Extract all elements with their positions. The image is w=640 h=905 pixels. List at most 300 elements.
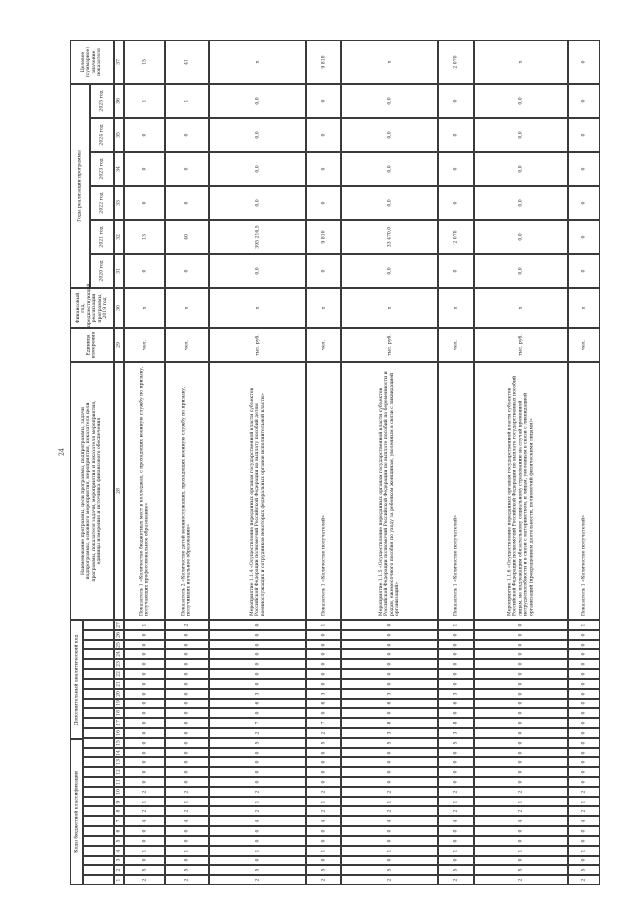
code-value: 0 bbox=[184, 682, 190, 686]
code-value: 0 bbox=[387, 770, 393, 774]
code-value: 0 bbox=[141, 751, 147, 754]
row-fin: х bbox=[321, 306, 327, 310]
code-value: 0 bbox=[517, 741, 523, 745]
code-value: 0 bbox=[581, 760, 587, 764]
row-total: 15 bbox=[141, 59, 147, 65]
code-value: 0 bbox=[254, 829, 260, 833]
code-value: 0 bbox=[581, 751, 587, 754]
code-value: 1 bbox=[581, 849, 587, 853]
colnum-label: 13 bbox=[116, 759, 122, 766]
header-code-col-13 bbox=[83, 757, 114, 767]
row-year-value: 0 bbox=[581, 99, 587, 103]
code-value: 5 bbox=[581, 868, 587, 872]
code-value: 0 bbox=[184, 751, 190, 754]
code-value: 4 bbox=[453, 819, 459, 823]
header-code-col-6 bbox=[83, 826, 114, 836]
header-years-title-label: Годы реализации программы bbox=[77, 150, 83, 222]
code-value: 0 bbox=[581, 643, 587, 646]
code-value: 0 bbox=[517, 633, 523, 637]
row-year-value: 0 bbox=[141, 167, 147, 171]
code-value: 1 bbox=[453, 800, 459, 804]
code-value: 3 bbox=[453, 731, 459, 735]
colnum-label: 6 bbox=[116, 829, 122, 833]
code-value: 0 bbox=[184, 741, 190, 745]
code-value: 0 bbox=[387, 623, 393, 627]
code-value: 0 bbox=[254, 623, 260, 627]
code-value: 0 bbox=[321, 662, 327, 666]
code-value: 1 bbox=[184, 849, 190, 853]
code-value: 5 bbox=[254, 741, 260, 745]
code-value: 0 bbox=[254, 662, 260, 666]
code-value: 1 bbox=[387, 849, 393, 853]
colnum-label: 22 bbox=[116, 671, 122, 677]
code-value: 5 bbox=[184, 868, 190, 872]
code-value: 1 bbox=[453, 623, 459, 627]
colnum-label: 10 bbox=[116, 788, 122, 795]
header-unit-label: Единица измерения bbox=[86, 331, 97, 359]
code-value: 0 bbox=[517, 672, 523, 676]
code-value: 0 bbox=[254, 770, 260, 774]
code-value: 0 bbox=[581, 858, 587, 862]
code-value: 2 bbox=[184, 809, 190, 813]
code-value: 0 bbox=[184, 643, 190, 646]
rotated-program-table bbox=[70, 40, 600, 885]
row-fin: х bbox=[581, 306, 587, 310]
code-value: 0 bbox=[517, 760, 523, 764]
code-value: 0 bbox=[453, 662, 459, 666]
colnum-label: 3 bbox=[116, 858, 122, 862]
code-value: 0 bbox=[517, 829, 523, 833]
code-value: 0 bbox=[387, 858, 393, 862]
code-value: 1 bbox=[141, 623, 147, 627]
row-year-value: 0,0 bbox=[517, 165, 523, 173]
code-value: 0 bbox=[184, 829, 190, 833]
code-value: 0 bbox=[387, 780, 393, 784]
row-fin: х bbox=[453, 306, 459, 310]
code-value: 4 bbox=[581, 819, 587, 823]
code-value: 7 bbox=[321, 721, 327, 725]
code-value: 2 bbox=[254, 731, 260, 735]
row-name: Мероприятие 1.1.6 «Осуществление переданных органам государственной власти субъектов Российской Федерации полномочий Российской Федерации по выплате государственных пособий лицам, не подлежащим обязательному социальному страхованию на случай временной нетрудоспособности и в связи с материнством, и лицам, уволенным в связи с ликвидацией организаций (прекращением деятельности, полномочий физическими лицами)» bbox=[507, 375, 534, 616]
code-value: 0 bbox=[141, 633, 147, 637]
code-value: 0 bbox=[387, 760, 393, 764]
code-value: 0 bbox=[517, 751, 523, 754]
code-value: 2 bbox=[184, 623, 190, 627]
code-value: 0 bbox=[184, 692, 190, 696]
colnum-label: 33 bbox=[116, 200, 122, 206]
code-value: 6 bbox=[254, 701, 260, 705]
code-value: 0 bbox=[141, 682, 147, 686]
code-value: 0 bbox=[184, 652, 190, 656]
row-year-value: 0,0 bbox=[517, 97, 523, 105]
row-year-value: 9 810 bbox=[321, 230, 327, 244]
code-value: 0 bbox=[254, 672, 260, 676]
code-value: 1 bbox=[581, 623, 587, 627]
colnum-label: 4 bbox=[116, 849, 122, 853]
colnum-label: 17 bbox=[116, 720, 122, 726]
header-code-col-12 bbox=[83, 767, 114, 777]
code-value: 0 bbox=[453, 829, 459, 833]
code-value: 0 bbox=[321, 652, 327, 656]
code-value: 0 bbox=[184, 633, 190, 637]
row-year-value: 0,0 bbox=[254, 131, 260, 139]
code-value: 2 bbox=[184, 878, 190, 882]
code-value: 0 bbox=[254, 643, 260, 646]
header-code-col-10 bbox=[83, 787, 114, 797]
code-value: 0 bbox=[184, 662, 190, 666]
code-value: 0 bbox=[141, 662, 147, 666]
row-year-value: 0 bbox=[141, 133, 147, 137]
code-value: 0 bbox=[453, 780, 459, 784]
row-total: х bbox=[387, 60, 393, 64]
code-value: 0 bbox=[387, 662, 393, 666]
code-value: 0 bbox=[581, 662, 587, 666]
code-value: 1 bbox=[184, 800, 190, 804]
code-value: 1 bbox=[517, 800, 523, 804]
code-value: 2 bbox=[581, 809, 587, 813]
code-value: 3 bbox=[453, 692, 459, 696]
code-value: 0 bbox=[141, 672, 147, 676]
code-value: 2 bbox=[387, 809, 393, 813]
code-value: 0 bbox=[517, 701, 523, 705]
code-value: 0 bbox=[141, 760, 147, 764]
colnum-label: 1 bbox=[116, 878, 122, 882]
row-year-value: 0,0 bbox=[517, 199, 523, 207]
code-value: 0 bbox=[453, 643, 459, 646]
row-unit: тыс. руб. bbox=[254, 334, 260, 356]
colnum-label: 29 bbox=[116, 342, 122, 348]
colnum-label: 28 bbox=[116, 488, 122, 494]
code-value: 0 bbox=[453, 672, 459, 676]
code-value: 6 bbox=[321, 701, 327, 705]
code-value: 0 bbox=[517, 623, 523, 627]
code-value: 5 bbox=[387, 868, 393, 872]
code-value: 5 bbox=[254, 868, 260, 872]
header-code-col-11 bbox=[83, 777, 114, 787]
row-year-value: 0 bbox=[581, 133, 587, 137]
row-year-value: 1 bbox=[184, 99, 190, 103]
code-value: 0 bbox=[453, 751, 459, 754]
code-value: 0 bbox=[453, 711, 459, 715]
colnum-label: 16 bbox=[116, 729, 122, 736]
row-year-value: 0 bbox=[141, 201, 147, 205]
header-code-col-19 bbox=[83, 699, 114, 709]
code-value: 2 bbox=[321, 731, 327, 735]
code-value: 0 bbox=[254, 682, 260, 686]
row-year-value: 0 bbox=[184, 201, 190, 205]
row-year-value: 0 bbox=[453, 99, 459, 103]
row-year-value: 1 bbox=[141, 99, 147, 103]
colnum-label: 11 bbox=[116, 779, 122, 785]
row-year-value: 0 bbox=[321, 167, 327, 171]
colnum-label: 19 bbox=[116, 700, 122, 707]
code-value: 5 bbox=[321, 741, 327, 745]
code-value: 0 bbox=[321, 682, 327, 686]
code-value: 2 bbox=[141, 790, 147, 794]
code-value: 0 bbox=[184, 770, 190, 774]
header-code-col-1 bbox=[83, 875, 114, 885]
code-value: 1 bbox=[254, 800, 260, 804]
code-value: 2 bbox=[387, 790, 393, 794]
code-value: 5 bbox=[453, 741, 459, 745]
code-value: 5 bbox=[517, 868, 523, 872]
row-unit: тыс. руб. bbox=[517, 334, 523, 356]
code-value: 0 bbox=[141, 770, 147, 774]
code-value: 0 bbox=[387, 672, 393, 676]
row-total: 9 810 bbox=[321, 55, 327, 69]
code-value: 2 bbox=[141, 878, 147, 882]
code-value: 0 bbox=[517, 839, 523, 843]
row-year-value: 0,0 bbox=[254, 267, 260, 275]
code-value: 4 bbox=[387, 819, 393, 823]
code-value: 0 bbox=[321, 672, 327, 676]
colnum-label: 18 bbox=[116, 710, 122, 717]
code-value: 0 bbox=[581, 741, 587, 745]
colnum-label: 14 bbox=[116, 749, 122, 756]
code-value: 2 bbox=[581, 878, 587, 882]
row-unit: чел. bbox=[581, 339, 587, 351]
code-value: 0 bbox=[453, 633, 459, 637]
code-value: 2 bbox=[387, 878, 393, 882]
code-value: 5 bbox=[141, 868, 147, 872]
header-code-col-24 bbox=[83, 649, 114, 659]
code-value: 1 bbox=[141, 800, 147, 804]
code-value: 2 bbox=[453, 809, 459, 813]
colnum-label: 23 bbox=[116, 661, 122, 668]
colnum-label: 5 bbox=[116, 839, 122, 843]
code-value: 0 bbox=[141, 780, 147, 784]
row-fin: х bbox=[517, 306, 523, 310]
colnum-label: 2 bbox=[116, 868, 122, 872]
code-value: 1 bbox=[453, 849, 459, 853]
code-value: 0 bbox=[581, 701, 587, 705]
row-year-value: 0,0 bbox=[387, 97, 393, 105]
code-value: 0 bbox=[184, 711, 190, 715]
row-year-value: 0 bbox=[581, 167, 587, 171]
code-value: 0 bbox=[581, 652, 587, 656]
code-value: 2 bbox=[254, 809, 260, 813]
header-name-label: Наименование программы, цели программы, подпрограммы, задачи подпрограммы, основного мероприятия, мероприятия, показателя цели программы, показателя задачи, мероприятия и показателя мероприятия, единицы измерения и источника финансового обеспечения bbox=[81, 400, 103, 582]
code-value: 0 bbox=[254, 839, 260, 843]
code-value: 4 bbox=[321, 819, 327, 823]
row-fin: х bbox=[254, 306, 260, 310]
colnum-label: 15 bbox=[116, 739, 122, 746]
colnum-label: 25 bbox=[116, 641, 122, 648]
page-number: 24 bbox=[58, 448, 66, 456]
row-year-value: 0 bbox=[453, 201, 459, 205]
row-year-value: 2 070 bbox=[453, 230, 459, 244]
code-value: 0 bbox=[387, 839, 393, 843]
row-year-value: 0 bbox=[581, 201, 587, 205]
code-value: 0 bbox=[581, 633, 587, 637]
code-value: 0 bbox=[321, 839, 327, 843]
row-name: Показатель 1 «Количество получателей» bbox=[581, 515, 587, 616]
code-value: 2 bbox=[517, 809, 523, 813]
code-value: 0 bbox=[141, 829, 147, 833]
colnum-label: 34 bbox=[116, 166, 122, 172]
code-value: 1 bbox=[581, 800, 587, 804]
header-year-label-2020: 2020 год bbox=[99, 260, 105, 282]
row-fin: х bbox=[141, 306, 147, 310]
code-value: 0 bbox=[184, 721, 190, 725]
row-year-value: 0 bbox=[321, 201, 327, 205]
row-total: 2 070 bbox=[453, 55, 459, 69]
row-fin: х bbox=[387, 306, 393, 310]
header-code-col-14 bbox=[83, 748, 114, 758]
code-value: 0 bbox=[141, 643, 147, 646]
code-value: 1 bbox=[321, 849, 327, 853]
code-value: 3 bbox=[254, 692, 260, 696]
code-value: 3 bbox=[387, 731, 393, 735]
code-value: 0 bbox=[141, 711, 147, 715]
header-code-col-8 bbox=[83, 806, 114, 816]
code-value: 0 bbox=[321, 711, 327, 715]
code-value: 0 bbox=[254, 780, 260, 784]
code-value: 0 bbox=[387, 652, 393, 656]
row-unit: чел. bbox=[321, 339, 327, 351]
code-value: 0 bbox=[321, 780, 327, 784]
code-value: 0 bbox=[141, 701, 147, 705]
header-code-col-15 bbox=[83, 738, 114, 748]
row-year-value: 0 bbox=[141, 269, 147, 273]
code-value: 0 bbox=[184, 839, 190, 843]
code-value: 0 bbox=[387, 751, 393, 754]
row-year-value: 0 bbox=[581, 235, 587, 239]
code-value: 2 bbox=[321, 878, 327, 882]
row-name: Показатель 2 «Количество детей военнослужащих, проходящих военную службу по призыву, получивших начальное образование» bbox=[181, 386, 193, 616]
code-value: 5 bbox=[387, 741, 393, 745]
header-additional-label: Дополнительный аналитический код bbox=[73, 634, 79, 725]
code-value: 0 bbox=[321, 770, 327, 774]
header-code-col-17 bbox=[83, 718, 114, 728]
code-value: 0 bbox=[254, 751, 260, 754]
row-total: х bbox=[254, 60, 260, 64]
header-code-col-7 bbox=[83, 816, 114, 826]
code-value: 0 bbox=[184, 858, 190, 862]
colnum-label: 8 bbox=[116, 809, 122, 813]
code-value: 0 bbox=[141, 692, 147, 696]
code-value: 0 bbox=[387, 643, 393, 646]
row-year-value: 0,0 bbox=[387, 131, 393, 139]
code-value: 1 bbox=[141, 849, 147, 853]
colnum-label: 37 bbox=[116, 59, 122, 65]
code-value: 0 bbox=[184, 672, 190, 676]
code-value: 0 bbox=[141, 858, 147, 862]
row-year-value: 0 bbox=[453, 167, 459, 171]
header-code-col-23 bbox=[83, 659, 114, 669]
row-year-value: 0,0 bbox=[517, 131, 523, 139]
code-value: 0 bbox=[517, 731, 523, 735]
code-value: 0 bbox=[581, 711, 587, 715]
header-code-col-21 bbox=[83, 679, 114, 689]
row-total: х bbox=[517, 60, 523, 64]
code-value: 0 bbox=[321, 633, 327, 637]
header-code-col-27 bbox=[83, 620, 114, 630]
code-value: 0 bbox=[517, 780, 523, 784]
header-year-label-2022: 2022 год bbox=[99, 192, 105, 214]
row-total: 41 bbox=[184, 59, 190, 65]
code-value: 2 bbox=[321, 790, 327, 794]
code-value: 0 bbox=[517, 692, 523, 696]
code-value: 6 bbox=[453, 701, 459, 705]
code-value: 0 bbox=[321, 760, 327, 764]
code-value: 0 bbox=[141, 741, 147, 745]
row-year-value: 0,0 bbox=[387, 267, 393, 275]
code-value: 0 bbox=[387, 633, 393, 637]
header-year-label-2023: 2023 год bbox=[99, 158, 105, 180]
code-value: 4 bbox=[517, 819, 523, 823]
row-name: Мероприятие 1.1.4 «Осуществление переданных органам государственной власти субъектов Российской Федерации полномочий Российской Федерации на выплату пособий детям военнослужащих и сотрудников некоторых федеральных органов исполнительной власти» bbox=[249, 387, 266, 616]
code-value: 2 bbox=[581, 790, 587, 794]
code-value: 0 bbox=[184, 780, 190, 784]
code-value: 0 bbox=[581, 770, 587, 774]
code-value: 0 bbox=[453, 682, 459, 686]
colnum-label: 24 bbox=[116, 651, 122, 658]
code-value: 0 bbox=[254, 858, 260, 862]
colnum-label: 26 bbox=[116, 631, 122, 638]
code-value: 0 bbox=[581, 721, 587, 725]
header-code-col-16 bbox=[83, 728, 114, 738]
code-value: 0 bbox=[141, 652, 147, 656]
row-year-value: 0 bbox=[581, 269, 587, 273]
code-value: 0 bbox=[141, 721, 147, 725]
code-value: 0 bbox=[517, 682, 523, 686]
code-value: 0 bbox=[581, 780, 587, 784]
code-value: 0 bbox=[581, 692, 587, 696]
row-year-value: 0,0 bbox=[254, 97, 260, 105]
code-value: 5 bbox=[321, 868, 327, 872]
row-year-value: 40 bbox=[184, 234, 190, 240]
colnum-label: 35 bbox=[116, 132, 122, 138]
code-value: 0 bbox=[254, 633, 260, 637]
colnum-label: 31 bbox=[116, 268, 122, 274]
header-code-col-20 bbox=[83, 689, 114, 699]
code-value: 2 bbox=[517, 790, 523, 794]
colnum-label: 20 bbox=[116, 690, 122, 697]
row-year-value: 0,0 bbox=[387, 199, 393, 207]
row-year-value: 0,0 bbox=[254, 199, 260, 207]
header-year-label-2025: 2025 год bbox=[99, 90, 105, 112]
code-value: 1 bbox=[387, 800, 393, 804]
row-unit: чел. bbox=[141, 339, 147, 351]
header-code-col-9 bbox=[83, 797, 114, 807]
code-value: 5 bbox=[453, 868, 459, 872]
code-value: 0 bbox=[517, 721, 523, 725]
row-unit: чел. bbox=[184, 339, 190, 351]
row-year-value: 0 bbox=[453, 269, 459, 273]
code-value: 2 bbox=[321, 809, 327, 813]
code-value: 2 bbox=[254, 878, 260, 882]
row-fin: х bbox=[184, 306, 190, 310]
row-name: Мероприятие 1.1.5 «Осуществление переданных органам государственной власти субъектов Российской Федерации полномочий Российской Федерации по выплате пособий по беременности и родам, ежемесячного пособия по уходу за ребенком женщинам, уволенным в связи с ликвидацией организаций» bbox=[379, 371, 401, 616]
row-year-value: 0,0 bbox=[387, 165, 393, 173]
code-value: 2 bbox=[184, 790, 190, 794]
code-value: 4 bbox=[141, 819, 147, 823]
code-value: 1 bbox=[321, 800, 327, 804]
code-value: 4 bbox=[184, 819, 190, 823]
row-year-value: 395 216,5 bbox=[254, 225, 260, 249]
row-name: Показатель 1 «Количество получателей» bbox=[453, 515, 459, 616]
code-value: 3 bbox=[387, 692, 393, 696]
header-code-col-2 bbox=[83, 865, 114, 875]
code-value: 0 bbox=[517, 652, 523, 656]
code-value: 0 bbox=[581, 672, 587, 676]
colnum-label: 32 bbox=[116, 234, 122, 240]
code-value: 0 bbox=[141, 731, 147, 735]
header-year-label-2024: 2024 год bbox=[99, 124, 105, 146]
header-year-label-2021: 2021 год bbox=[99, 226, 105, 248]
row-year-value: 0 bbox=[321, 269, 327, 273]
